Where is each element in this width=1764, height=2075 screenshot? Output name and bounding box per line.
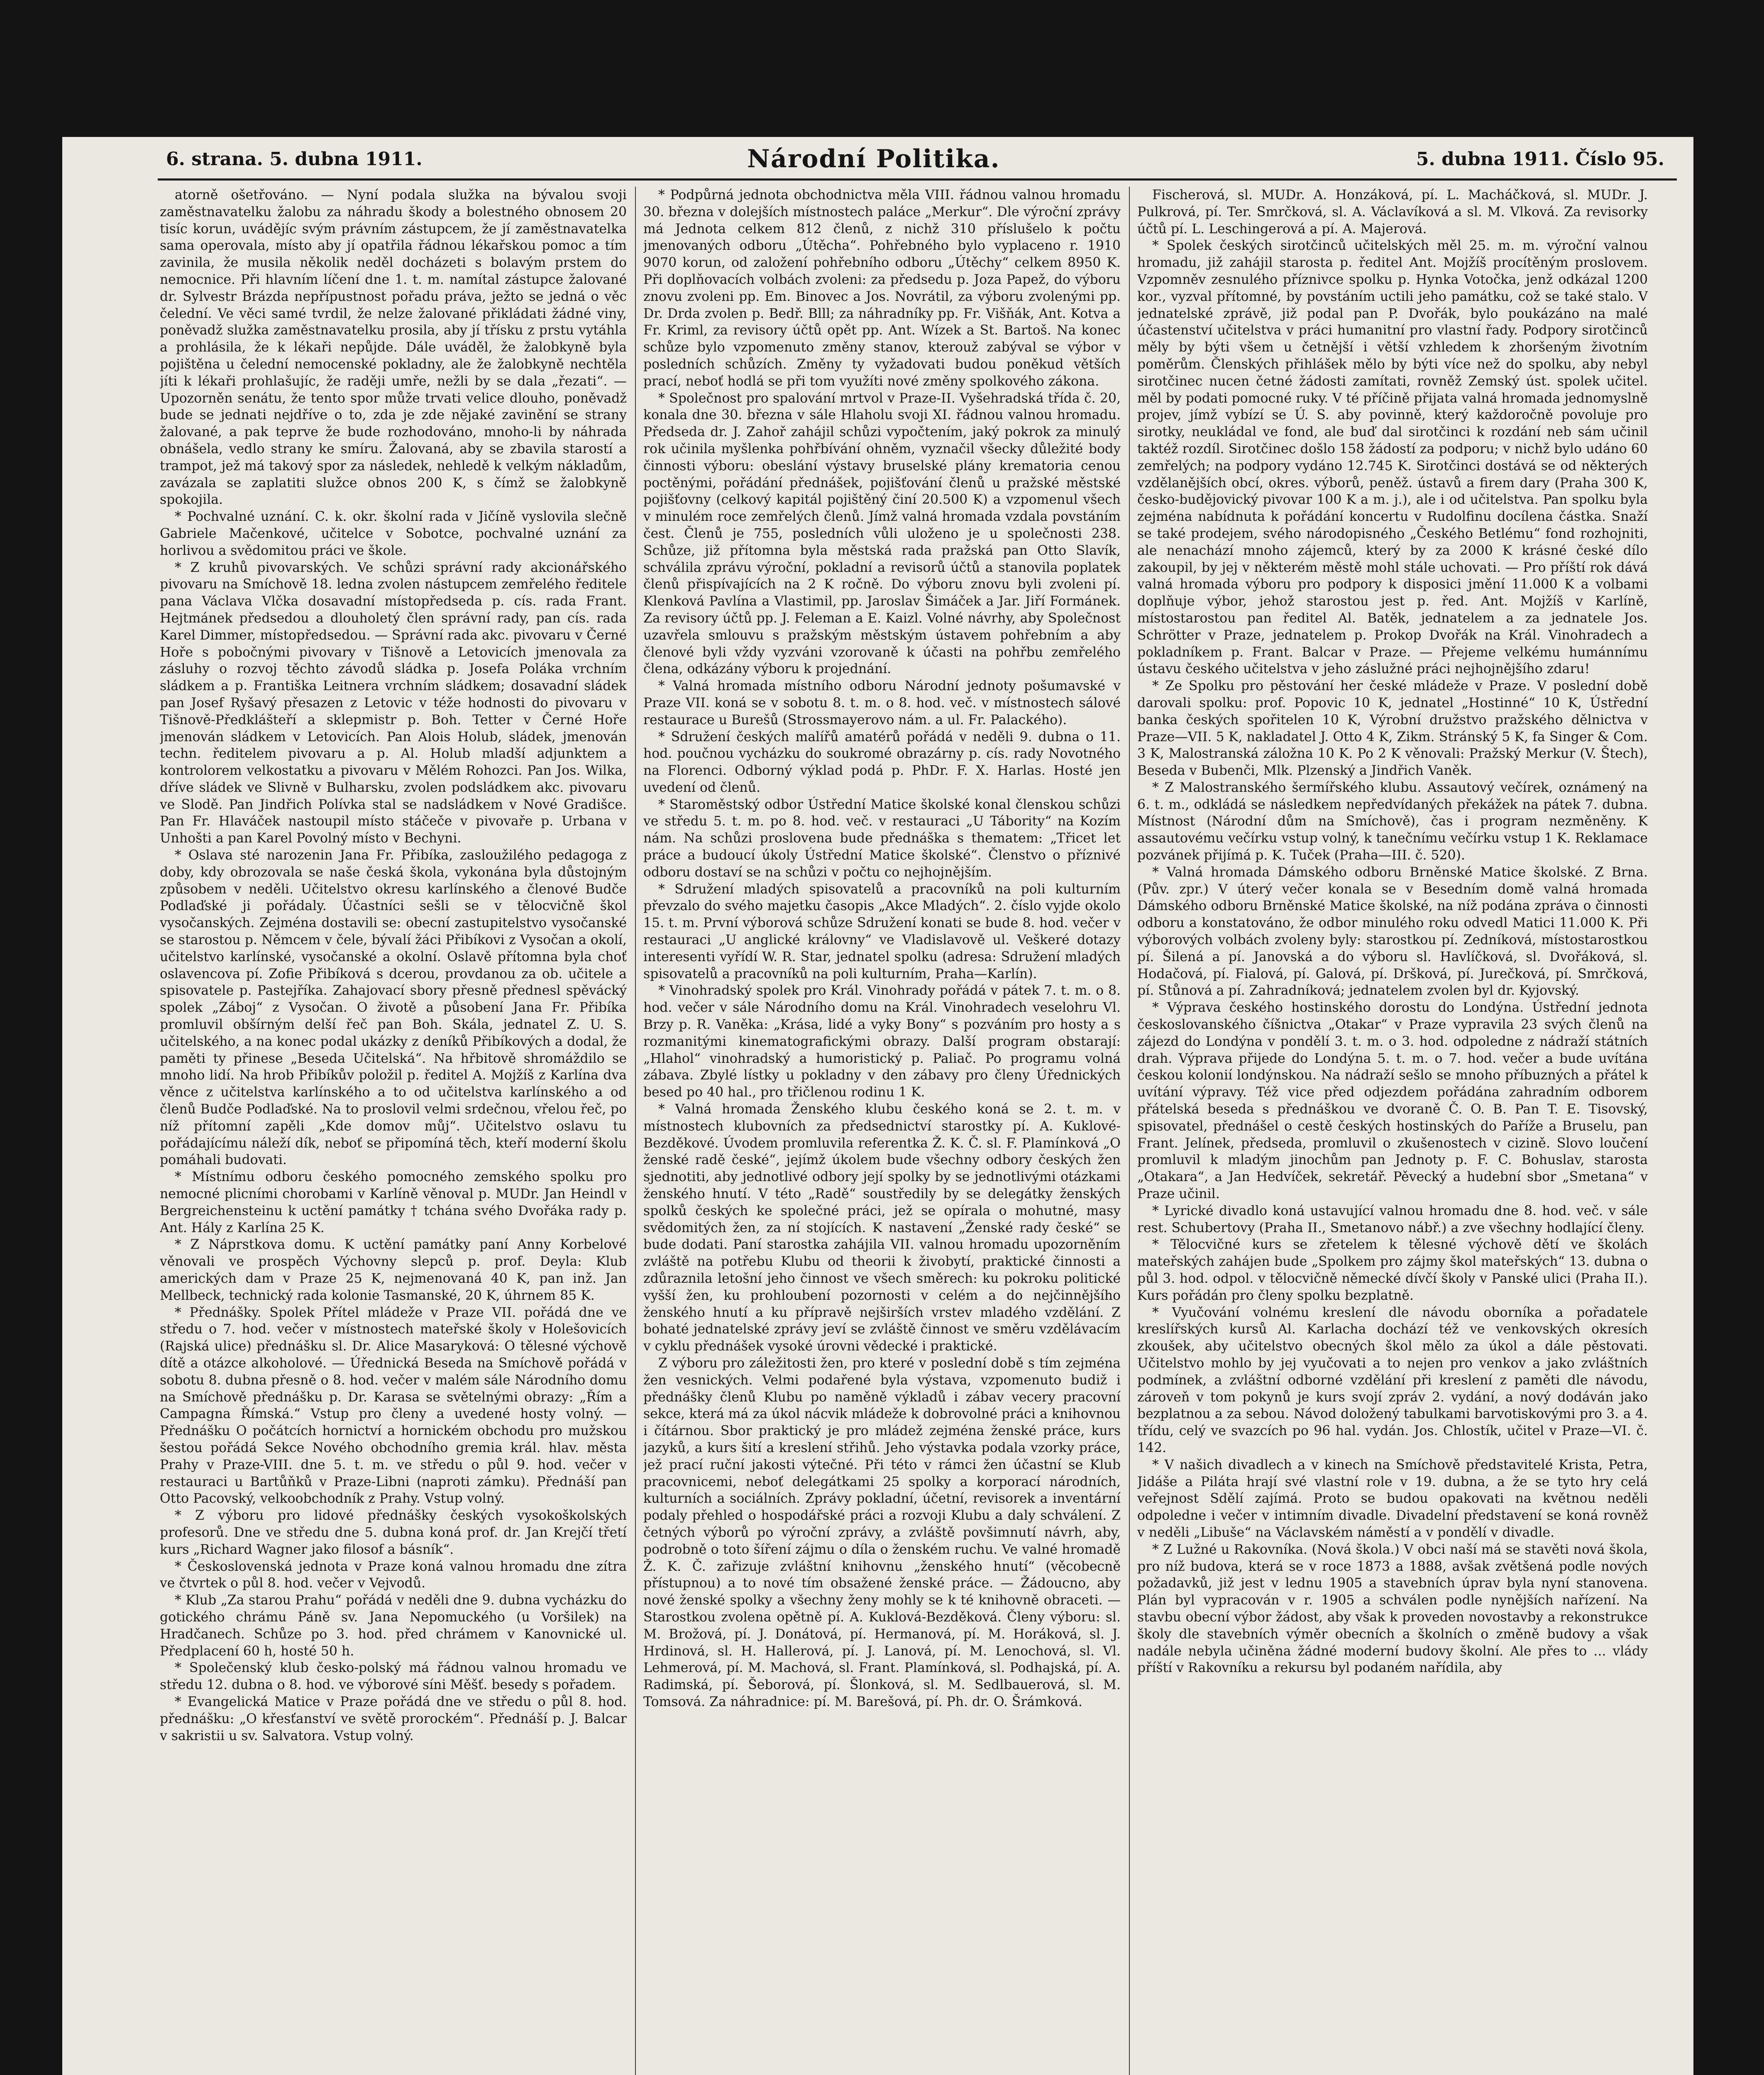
article-paragraph: * Sdružení mladých spisovatelů a pracovníků na poli kulturním převzalo do svého majetku časopis „Akce Mladých“. 2. číslo vyjde okolo 15. t. m. První výborová schůze Sdružení konati se bude 8. hod. večer v restauraci „U anglické královny“ ve Vladislavově ul. Veškeré dotazy interesenti vyřídí W. R. Star, jednatel spolku (adresa: Sdružení mladých spisovatelů a pracovníků na poli kulturním, Praha—Karlín). — [643, 881, 1121, 981]
article-paragraph: * Valná hromada Dámského odboru Brněnské Matice školské. Z Brna. (Pův. zpr.) V úterý večer konala se v Besedním domě valná hromada Dámského odboru Brněnské Matice školské, na níž podána zpráva o činnosti odboru a konstatováno, že odbor minulého roku odvedl Matici 11.000 K. Při výborových volbách zvoleny byly: starostkou pí. Zedníková, místostarostkou pí. Šilená a pí. Janovská a do výboru sl. Havlíčková, sl. Dvořáková, sl. Hodačová, pí. Fialová, pí. Galová, pí. Dršková, pí. Jurečková, pí. Smrčková, pí. Stůnová a pí. Zahradníková; jednatelem zvolen byl dr. Kyjovský. — [1137, 864, 1648, 998]
issue-date-number: 5. dubna 1911. Číslo 95. — [1416, 149, 1664, 170]
article-paragraph: * Vinohradský spolek pro Král. Vinohrady pořádá v pátek 7. t. m. o 8. hod. večer v sále Národního domu na Král. Vinohradech veselohru Vl. Brzy p. R. Vaněka: „Krása, lidé a vyky Bony“ s pozváním pro hosty a s rozmanitými kinematografickými obrazy. Další program obstarají: „Hlahol“ vinohradský a humoristický p. Paliač. Po programu volná zábava. Zbylé lístky u pokladny v den zábavy pro členy Úřednických besed po 40 hal., pro třičlenou rodinu 1 K. — [643, 983, 1121, 1100]
article-paragraph: * Valná hromada Ženského klubu českého koná se 2. t. m. v místnostech klubovních za předsednictví starostky pí. A. Kuklové-Bezděkové. Úvodem promluvila referentka Ž. K. Č. sl. F. Plamínková „O ženské radě české“, jejímž úkolem bude všechny odbory českých žen sjednotiti, aby jednotlivé odbory její spolky by se jednotlivými otázkami ženského hnutí. V této „Radě“ soustředily by se delegátky ženských spolků českých ke společné práci, jež se opírala o mohutné, masy svědomitých žen, za ní stojících. K nastavení „Ženské rady české“ se bude dodati. Paní starostka zahájila VII. valnou hromadu upozorněním zvláště na potřebu Klubu od theorii k živobytí, praktické činnosti a zdůraznila letošní jeho činnost ve všech směrech: ku pokroku politické vyšší žen, ku prohloubení pozornosti v celém a do nejčinnějšího ženského hnutí a ku přípravě nejširších vrstev mladého vzdělání. Z bohaté jednatelské zprávy jeví se zvláště činnost ve směru vzdělávacím v cyklu přednášek vysoké úrovni vědecké i praktické. — [643, 1102, 1121, 1354]
article-paragraph: * Sdružení českých malířů amatérů pořádá v neděli 9. dubna o 11. hod. poučnou vycházku do soukromé obrazárny p. cís. rady Novotného na Florenci. Odborný výklad podá p. PhDr. F. X. Harlas. Hosté jen uvedení od členů. — [643, 729, 1121, 795]
article-paragraph: * Přednášky. Spolek Přítel mládeže v Praze VII. pořádá dne ve středu o 7. hod. večer v místnostech mateřské školy v Holešovicích (Rajská ulice) přednášku sl. Dr. Alice Masaryková: O tělesné výchově dítě a otázce alkoholové. — Úřednická Beseda na Smíchově pořádá v sobotu 8. dubna přesně o 8. hod. večer v malém sále Národního domu na Smíchově přednášku p. Dr. Karasa se světelnými obrazy: „Řím a Campagna Římská.“ Vstup pro členy a uvedené hosty volný. — Přednášku O počátcích hornictví a hornickém obchodu pro mužskou šestou pořádá Sekce Nového obchodního gremia král. hlav. města Prahy v Praze-VIII. dne 5. t. m. ve středu o půl 9. hod. večer v restauraci u Bartůňků v Praze-Libni (naproti zámku). Přednáší pan Otto Pacovský, velkoobchodník z Prahy. Vstup volný. — [160, 1305, 627, 1506]
article-paragraph: * Místnímu odboru českého pomocného zemského spolku pro nemocné plicními chorobami v Karlíně věnoval p. MUDr. Jan Heindl v Bergreichensteinu k uctění památky † tchána svého Dvořáka rady p. Ant. Hály z Karlína 25 K. — [160, 1169, 627, 1235]
article-paragraph: * Společnost pro spalování mrtvol v Praze-II. Vyšehradská třída č. 20, konala dne 30. března v sále Hlaholu svoji XI. řádnou valnou hromadu. Předseda dr. J. Zahoř zahájil schůzi vypočtením, jaký pokrok za minulý rok učinila myšlenka pohřbívání ohněm, vyznačil všecky důležité body činnosti výboru: obeslání výstavy bruselské plány krematoria cenou poctěnými, pořádání přednášek, pojišťování členů u pražské městské pojišťovny (celkový kapitál pojištěný činí 20.500 K) a vzpomenul všech v minulém roce zemřelých členů. Jímž valná hromada vzdala povstáním čest. Členů je 755, posledních vůli uloženo je u společnosti 238. Schůze, již přítomna byla městská rada pražská pan Otto Slavík, schválila zprávu výroční, pokladní a revisorů účtů a stanovila poplatek členů přispívajících na 2 K ročně. Do výboru znovu byli zvoleni pí. Klenková Pavlína a Vlastimil, pp. Jaroslav Šimáček a Jar. Jiří Formánek. Za revisory účtů pp. J. Feleman a E. Kaizl. Volné návrhy, aby Společnost uzavřela smlouvu s pražským městským ústavem pohřebním a aby členové byli vždy vyzváni vzorovaně k účasti na pohřbu zemřelého člena, odkázány výboru k projednání. — [643, 391, 1121, 677]
article-paragraph: * Z Malostranského šermířského klubu. Assautový večírek, oznámený na 6. t. m., odkládá se následkem nepředvídaných překážek na pátek 7. dubna. Místnost (Národní dům na Smíchově), čas i program nezměněny. K assautovému večírku vstup volný, k tanečnímu večírku vstup 1 K. Reklamace pozvánek přijímá p. K. Tuček (Praha—III. č. 520). — [1137, 780, 1648, 863]
column-divider — [1129, 187, 1130, 2075]
page-number-date: 6. strana. 5. dubna 1911. — [166, 149, 423, 170]
article-paragraph: * Vyučování volnému kreslení dle návodu oborníka a pořadatele kreslířských kursů Al. Karlacha dochází též ve venkovských okresích zkoušek, aby učitelstvo obecných škol mělo za úkol a dále pěstovati. Učitelstvo mohlo by jej vyučovati a to nejen pro venkov a jako zvláštních podmínek, a zvláštní odborné vzdělání při kreslení z paměti dle návodu, zároveň v tom pokynů je kurs svojí zpráv 2. vydání, a nový dodáván jako bezplatnou a za sebou. Návod doložený tabulkami barvotiskovými pro 3. a 4. třídu, celý ve svazcích po 96 hal. vydán. Jos. Chlostík, učitel v Praze—VI. č. 142. — [1137, 1305, 1648, 1455]
article-paragraph: * Staroměstský odbor Ústřední Matice školské konal členskou schůzi ve středu 5. t. m. po 8. hod. več. v restauraci „U Tábority“ na Kozím nám. Na schůzi proslovena bude přednáška s thematem: „Třicet let práce a budoucí úkoly Ústřední Matice školské“. Členstvo o příznivé odboru dostaví se na schůzi v počtu co nejhojnějším. — [643, 797, 1121, 880]
newspaper-page — [62, 137, 1693, 2075]
article-paragraph: * Lyrické divadlo koná ustavující valnou hromadu dne 8. hod. več. v sále rest. Schubertovy (Praha II., Smetanovo nábř.) a zve všechny hodlající členy. — [1137, 1203, 1648, 1235]
article-paragraph: * Z kruhů pivovarských. Ve schůzi správní rady akcionářského pivovaru na Smíchově 18. ledna zvolen nástupcem zemřelého ředitele pana Václava Vlčka dosavadní místopředseda p. cís. rada Frant. Hejtmánek předsedou a dlouholetý člen správní rady, pan cís. rada Karel Dimmer, místopředsedou. — Správní rada akc. pivovaru v Černé Hoře s pobočnými pivovary v Tišnově a Letovicích jmenovala za zásluhy o rozvoj těchto závodů sládka p. Josefa Poláka vrchním sládkem a p. Františka Leitnera vrchním sládkem; dosavadní sládek pan Josef Ryšavý přesazen z Letovic v téže hodnosti do pivovaru v Tišnově-Předklášteří a sklepmistr p. Boh. Tetter v Černé Hoře jmenován sládkem v Letovicích. Pan Alois Holub, sládek, jmenován techn. ředitelem pivovaru a p. Al. Holub mladší adjunktem a kontrolorem velkostatku a pivovaru v Mělém Rohozci. Pan Jos. Wilka, dříve sládek ve Slivně v Bulharsku, zvolen podsládkem akc. pivovaru ve Slodě. Pan Jindřich Polívka stal se nadsládkem v Nové Gradišce. Pan Fr. Hlaváček nastoupil místo stáčeče v pivovaře p. Urbana v Unhošti a pan Karel Povolný místo v Bechyni. — [160, 560, 627, 846]
header-rule — [158, 178, 1677, 181]
article-paragraph: * V našich divadlech a v kinech na Smíchově představitelé Krista, Petra, Jidáše a Piláta hrají své vlastní role v 19. dubna, a že se tyto hry celá veřejnost Sdělí zajímá. Proto se budou opakovati na květnou neděli odpoledne i večer v intimním divadle. Divadelní představení se koná rovněž v neděli „Libuše“ na Václavském náměstí a v pondělí v divadle. — [1137, 1457, 1648, 1540]
article-paragraph: * Výprava českého hostinského dorostu do Londýna. Ústřední jednota českoslovanského číšnictva „Otakar“ v Praze vypravila 23 svých členů na zájezd do Londýna v pondělí 3. t. m. o 3. hod. odpoledne z nádraží státních drah. Výprava přijede do Londýna 5. t. m. o 7. hod. večer a bude uvítána českou kolonií londýnskou. Na nádraží sešlo se mnoho příbuzných a přátel k uvítání výpravy. Též vice před odjezdem pořádána zahradním odborem přátelská beseda s přednáškou ve dvoraně Č. O. B. Pan T. E. Tisovský, spisovatel, přednášel o cestě českých hostinských do Paříže a Bruselu, pan Frant. Jelínek, předseda, promluvil o zkušenostech v cizině. Slovo loučení promluvil k mladým jinochům pan Jednoty p. F. C. Bohuslav, starosta „Otakara“, a Jan Hedvíček, sekretář. Pěvecký a hudební sbor „Smetana“ v Praze učinil. — [1137, 1000, 1648, 1202]
text-column-2 — [643, 187, 1121, 2075]
article-paragraph: * Podpůrná jednota obchodnictva měla VIII. řádnou valnou hromadu 30. března v dolejších místnostech paláce „Merkur“. Dle výroční zprávy má Jednota celkem 812 členů, z nichž 310 příslušelo k počtu jmenovaných odboru „Útěcha“. Pohřebného bylo vyplaceno r. 1910 9070 korun, od založení pohřebního odboru „Útěchy“ celkem 8950 K. Při doplňovacích volbách zvoleni: za předsedu p. Joza Papež, do výboru znovu zvoleni pp. Em. Binovec a Jos. Novrátil, za výboru zvolenými pp. Dr. Drda zvolen p. Bedř. Blll; za náhradníky pp. Fr. Višňák, Ant. Kotva a Fr. Kriml, za revisory účtů opět pp. Ant. Wízek a St. Bartoš. Na konec schůze bylo vzpomenuto změny stanov, kterouž zabýval se výbor v posledních schůzích. Změny ty vyžadovati budou poněkud větších prací, neboť hodlá se při tom využíti nové změny spolkového zákona. — [643, 188, 1121, 389]
masthead-title: Národní Politika. — [747, 144, 1000, 173]
article-paragraph: * Klub „Za starou Prahu“ pořádá v neděli dne 9. dubna vycházku do gotického chrámu Páně sv. Jana Nepomuckého (u Voršilek) na Hradčanech. Schůze po 3. hod. před chrámem v Kanovnické ul. Předplacení 60 h, hosté 50 h. — [160, 1593, 627, 1659]
article-paragraph: * Evangelická Matice v Praze pořádá dne ve středu o půl 8. hod. přednášku: „O křesťanství ve světě prorockém“. Přednáší p. J. Balcar v sakristii u sv. Salvatora. Vstup volný. — [160, 1694, 627, 1743]
article-paragraph: * Z Lužné u Rakovníka. (Nová škola.) V obci naší má se stavěti nová škola, pro níž budova, která se v roce 1873 a 1888, avšak zvětšená podle nových požadavků, již jest v lednu 1905 a stavebních úprav byla nyní stanovena. Plán byl vypracován v r. 1905 a schválen podle nynějších nařízení. Na stavbu obecní výbor žádost, aby však k proveden novostavby a rekonstrukce školy dle stavebních výměr obecních a školních o změně budovy a však nadále nebyla učiněna žádné moderní budovy školní. Ale přes to ... vlády příští v Rakovníku a rekursu byl podaném nařídila, aby — [1137, 1542, 1648, 1676]
article-paragraph: atorně ošetřováno. — Nyní podala služka na bývalou svoji zaměstnavatelku žalobu za náhradu škody a bolestného obnosem 20 tisíc korun, uvádějíc svým právním zástupcem, že jí zaměstnavatelka sama operovala, místo aby jí opatřila řádnou lékařskou pomoc a tím zavinila, že musila několik neděl docházeti s bolavým prstem do nemocnice. Při hlavním líčení dne 1. t. m. namítal zástupce žalované dr. Sylvestr Brázda nepřípustnost pořadu práva, ježto se jedná o věc čelední. Ve věci samé tvrdil, že nelze žalované přikládati žádné viny, poněvadž služka zaměstnavatelku prosila, aby jí třísku z prstu vytáhla a prohlásila, že k lékaři nepůjde. Dále uváděl, že žalobkyně byla pojištěna u čelední nemocenské pokladny, ale že žalobkyně nechtěla jíti k lékaři prohlašujíc, že raději umře, nežli by se dala „řezati“. — Upozorněn senátu, že tento spor může trvati velice dlouho, poněvadž bude se jednati nejdříve o to, zda je zde nějaké zavinění se strany žalované, a pak teprve že bude rozhodováno, mnoho-li by náhrada obnášela, vedlo strany ke smíru. Žalovaná, aby se zbavila starostí a trampot, jež má takový spor za následek, nehledě k velkým nákladům, zavázala se zaplatiti služce obnos 200 K, s čímž se žalobkyně spokojila. — [160, 188, 627, 508]
article-paragraph: * Společenský klub česko-polský má řádnou valnou hromadu ve středu 12. dubna o 8. hod. ve výborové síni Měšť. besedy s pořadem. — [160, 1660, 627, 1693]
column-divider — [635, 187, 636, 2075]
text-column-3 — [1137, 187, 1648, 2075]
article-paragraph: Z výboru pro záležitosti žen, pro které v poslední době s tím zejména žen vesnických. Velmi podařené byla výstava, vzpomenuto budiž i přednášky členů Klubu po naměně výkladů i zábav vecery pracovní sekce, která má za úkol nácvik mládeže k dobrovolné práci a knihovnou i čítárnou. Sbor praktický je pro mládež zejména ženské práce, kurs jazyků, a kurs šití a kreslení střihů. Jeho výstavka podala vzorky práce, jež prací ruční jakosti výtečné. Při této v rámci žen účastní se Klub pracovnicemi, neboť delegátkami 25 spolky a korporací národních, kulturních a sociálních. Zprávy pokladní, účetní, revisorek a inventární podaly přehled o hospodářské práci a rozvoji Klubu a daly schválení. Z četných výborů po výroční zprávy, a zvláště povšimnutí návrh, aby, podrobně o toto šíření zájmu o díla o ženském ruchu. Ve valné hromadě Ž. K. Č. zařizuje zvláštní knihovnu „ženského hnutí“ (věcobecně přístupnou) a to nové tím obsažené ženské práce. — Žádoucno, aby nové ženské spolky a všechny ženy mohly se k té knihovně obraceti. — Starostkou zvolena opětně pí. A. Kuklová-Bezděková. Členy výboru: sl. M. Brožová, pí. J. Donátová, pí. Hermanová, pí. M. Horáková, sl. J. Hrdinová, sl. H. Hallerová, pí. J. Lanová, pí. M. Lenochová, sl. Vl. Lehmerová, pí. M. Machová, sl. Frant. Plamínková, sl. Podhajská, pí. A. Radimská, pí. Šeborová, pí. Šlonková, sl. M. Sedlbauerová, sl. M. Tomsová. Za náhradnice: pí. M. Barešová, pí. Ph. dr. O. Šrámková. — [643, 1355, 1121, 1709]
article-paragraph: * Československá jednota v Praze koná valnou hromadu dne zítra ve čtvrtek o půl 8. hod. večer v Vejvodů. — [160, 1559, 627, 1591]
article-paragraph: * Tělocvičné kurs se zřetelem k tělesné výchově dětí ve školách mateřských zahájen bude „Spolkem pro zájmy škol mateřských“ 13. dubna o půl 3. hod. odpol. v tělocvičně německé dívčí školy v Panské ulici (Praha II.). Kurs pořádán pro členy spolku bezplatně. — [1137, 1237, 1648, 1303]
article-paragraph: * Z Náprstkova domu. K uctění památky paní Anny Korbelové věnovali ve prospěch Výchovny slepců p. prof. Deyla: Klub amerických dam v Praze 25 K, nejmenovaná 40 K, pan inž. Jan Mellbeck, technický rada kolonie Tasmanské, 20 K, úhrnem 85 K. — [160, 1237, 627, 1303]
article-paragraph: * Spolek českých sirotčinců učitelských měl 25. m. m. výroční valnou hromadu, již zahájil starosta p. ředitel Ant. Mojžíš procítěným proslovem. Vzpomněv zesnulého příznivce spolku p. Hynka Votočka, jenž odkázal 1200 kor., vyzval přítomné, by povstáním uctili jeho památku, což se také stalo. V jednatelské zprávě, již podal pan P. Dvořák, bylo poukázáno na malé účastenství učitelstva v práci humanitní pro vlastní řady. Podpory sirotčinců měly by býti všem u četnější i větší vzhledem k zhoršeným životním poměrům. Členských přihlášek mělo by býti více než do spolku, aby nebyl sirotčinec nucen četné žádosti zamítati, rovněž Zemský úst. spolek učitel. měl by podati pomocné ruky. V té příčině přijata valná hromada jednomyslně projev, jímž vybízí se Ú. S. aby povinně, který každoročně povoluje pro sirotky, neukládal ve fond, ale buď dal sirotčinci k rozdání neb sám učinil taktéž rozdíl. Sirotčinec došlo 158 žádostí za podporu; v nichž bylo udáno 60 zemřelých; na podpory vydáno 12.745 K. Sirotčinci dostává se od některých vzdělanějších obcí, okres. výborů, peněž. ústavů a firem dary (Praha 300 K, česko-budějovický pivovar 100 K a m. j.), ale i od učitelstva. Pan spolku byla zejména nabídnuta k pořádání koncertu v Rudolfinu docílena částka. Snaží se také prodejem, svého národopisného „Českého Betlému“ fond rozhojniti, ale nenachází mnoho zájemců, který by za 2000 K krásné české dílo zakoupil, by jej v některém městě mohl stále uchovati. — Pro příští rok dává valná hromada výboru pro podpory k disposici jmění 11.000 K a volbami doplňuje výbor, jehož starostou jest p. řed. Ant. Mojžíš v Karlíně, místostarostou pan ředitel Al. Batěk, jednatelem a za jednatele Jos. Schrötter v Praze, jednatelem p. Prokop Dvořák na Král. Vinohradech a pokladníkem p. Frant. Balcar v Praze. — Přejeme velkému humánnímu ústavu českého učitelstva v jeho záslužné práci nejhojnějšího zdaru! — [1137, 238, 1648, 677]
article-paragraph: * Ze Spolku pro pěstování her české mládeže v Praze. V poslední době darovali spolku: prof. Popovic 10 K, jednatel „Hostinné“ 10 K, Ústřední banka českých spořitelen 10 K, Výrobní družstvo pražského dělnictva v Praze—VII. 5 K, nakladatel J. Otto 4 K, Zikm. Stránský 5 K, fa Singer & Com. 3 K, Malostranská záložna 10 K. Po 2 K věnovali: Pražský Merkur (V. Štech), Beseda v Bubenči, Mlk. Plzenský a Jindřich Vaněk. — [1137, 679, 1648, 779]
article-paragraph: * Z výboru pro lidové přednášky českých vysokoškolských profesorů. Dne ve středu dne 5. dubna koná prof. dr. Jan Krejčí třetí kurs „Richard Wagner jako filosof a básník“. — [160, 1508, 627, 1557]
article-paragraph: * Pochvalné uznání. C. k. okr. školní rada v Jičíně vyslovila slečně Gabriele Mačenkové, učitelce v Sobotce, pochvalné uznání za horlivou a svědomitou práci ve škole. — [160, 509, 627, 558]
text-column-1 — [160, 187, 627, 2075]
article-paragraph: * Oslava sté narozenin Jana Fr. Přibíka, zasloužilého pedagoga z doby, kdy obrozovala se naše česká škola, vykonána byla důstojným způsobem v neděli. Učitelstvo okresu karlínského a členové Budče Podlaďské ji pořádaly. Účastníci sešli se v tělocvičně škol vysočanských. Zejména dostavili se: obecní zastupitelstvo vysočanské se starostou p. Němcem v čele, bývalí žáci Přibíkovi z Vysočan a okolí, učitelstvo karlínské, vysočanské a okolní. Oslavě přítomna byla choť oslavencova pí. Zofie Přibíková s dcerou, provdanou za ob. učitele a spisovatele p. Pastejříka. Zahajovací sbory přesně přednesl spěvácký spolek „Záboj“ z Vysočan. O životě a působení Jana Fr. Přibíka promluvil obšírným delší řeč pan Boh. Skála, jednatel Z. U. S. učitelského, a na konec podal ukázky z deníků Přibíkových a dodal, že paměti ty přinese „Beseda Učitelská“. Na hřbitově shromáždilo se mnoho lidí. Na hrob Přibíkův položil p. ředitel A. Mojžíš z Karlína dva věnce z učitelstva karlínského a to od učitelstva karlínského a od členů Budče Podlaďské. Na to proslovil velmi srdečnou, vřelou řeč, po níž přítomní zapěli „Kde domov můj“. Učitelstvo oslavu tu pořádajícímu náleží dík, neboť se připomíná těch, kteří moderní školu pomáhali budovati. — [160, 848, 627, 1168]
article-paragraph: Fischerová, sl. MUDr. A. Honzáková, pí. L. Macháčková, sl. MUDr. J. Pulkrová, pí. Ter. Smrčková, sl. A. Václavíková a sl. M. Vlková. Za revisorky účtů pí. L. Leschingerová a pí. A. Majerová. — [1137, 188, 1648, 237]
article-paragraph: * Valná hromada místního odboru Národní jednoty pošumavské v Praze VII. koná se v sobotu 8. t. m. o 8. hod. več. v místnostech sálové restaurace u Burešů (Strossmayerovo nám. a ul. Fr. Palackého). — [643, 679, 1121, 727]
page-header — [62, 137, 1693, 178]
